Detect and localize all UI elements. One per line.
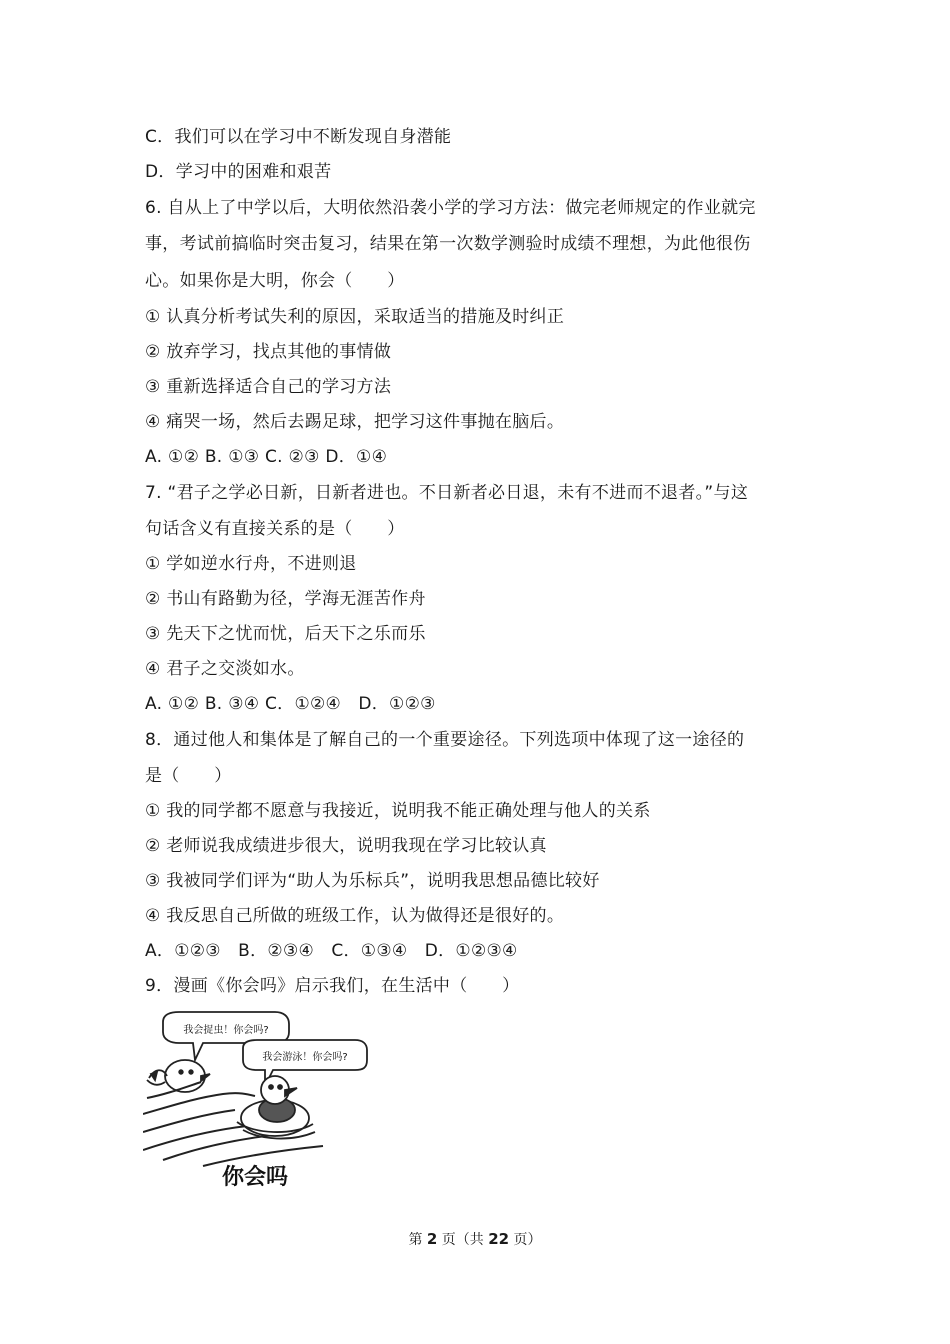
bubble-left-text: 我会捉虫！你会吗? xyxy=(183,1025,269,1036)
option-5c: C．我们可以在学习中不断发现自身潜能 xyxy=(145,127,452,147)
footer-prefix: 第 xyxy=(408,1232,427,1248)
question-6-line-1: 6. 自从上了中学以后，大明依然沿袭小学的学习方法：做完老师规定的作业就完 xyxy=(145,198,756,218)
question-8-line-2: 是（ ） xyxy=(145,766,232,786)
question-7-item-4: ④ 君子之交淡如水。 xyxy=(145,659,305,679)
duckling-drawing xyxy=(237,1076,315,1139)
question-8-options: A．①②③ B．②③④ C．①③④ D．①②③④ xyxy=(145,941,518,961)
footer-page-number: 2 xyxy=(426,1230,438,1248)
question-7-line-2: 句话含义有直接关系的是（ ） xyxy=(145,519,405,539)
footer-total-pages: 22 xyxy=(488,1230,510,1248)
question-8-line-1: 8．通过他人和集体是了解自己的一个重要途径。下列选项中体现了这一途径的 xyxy=(145,730,745,750)
question-6-line-3: 心。如果你是大明，你会（ ） xyxy=(145,271,405,291)
question-6-item-4: ④ 痛哭一场，然后去踢足球，把学习这件事抛在脑后。 xyxy=(145,412,565,432)
footer-middle: 页（共 xyxy=(437,1232,489,1248)
question-6-item-1: ① 认真分析考试失利的原因，采取适当的措施及时纠正 xyxy=(145,307,565,327)
question-6-item-3: ③ 重新选择适合自己的学习方法 xyxy=(145,377,392,397)
question-8-item-1: ① 我的同学都不愿意与我接近，说明我不能正确处理与他人的关系 xyxy=(145,801,651,821)
question-8-item-3: ③ 我被同学们评为“助人为乐标兵”，说明我思想品德比较好 xyxy=(145,871,600,891)
question-7-item-1: ① 学如逆水行舟，不进则退 xyxy=(145,554,357,574)
option-5d: D．学习中的困难和艰苦 xyxy=(145,162,332,182)
question-7-item-3: ③ 先天下之忧而忧，后天下之乐而乐 xyxy=(145,624,426,644)
question-7-item-2: ② 书山有路勤为径，学海无涯苦作舟 xyxy=(145,589,426,609)
footer-suffix: 页） xyxy=(509,1232,542,1248)
page-footer xyxy=(0,1229,950,1250)
question-9-line-1: 9．漫画《你会吗》启示我们，在生活中（ ） xyxy=(145,976,520,996)
cartoon-image xyxy=(143,1010,368,1195)
cartoon-caption: 你会吗 xyxy=(221,1165,289,1190)
bubble-right-text: 我会游泳！你会吗? xyxy=(262,1052,348,1063)
question-6-options: A. ①② B. ①③ C. ②③ D．①④ xyxy=(145,447,388,467)
question-7-line-1: 7. “君子之学必日新，日新者进也。不日新者必日退，未有不进而不退者。”与这 xyxy=(145,483,749,503)
speech-bubble-right xyxy=(243,1040,367,1086)
question-8-item-4: ④ 我反思自己所做的班级工作，认为做得还是很好的。 xyxy=(145,906,565,926)
chick-drawing xyxy=(147,1060,210,1092)
question-6-line-2: 事，考试前搞临时突击复习，结果在第一次数学测验时成绩不理想，为此他很伤 xyxy=(145,234,751,254)
question-8-item-2: ② 老师说我成绩进步很大，说明我现在学习比较认真 xyxy=(145,836,547,856)
question-7-options: A. ①② B. ③④ C．①②④ D．①②③ xyxy=(145,694,436,714)
question-6-item-2: ② 放弃学习，找点其他的事情做 xyxy=(145,342,392,362)
